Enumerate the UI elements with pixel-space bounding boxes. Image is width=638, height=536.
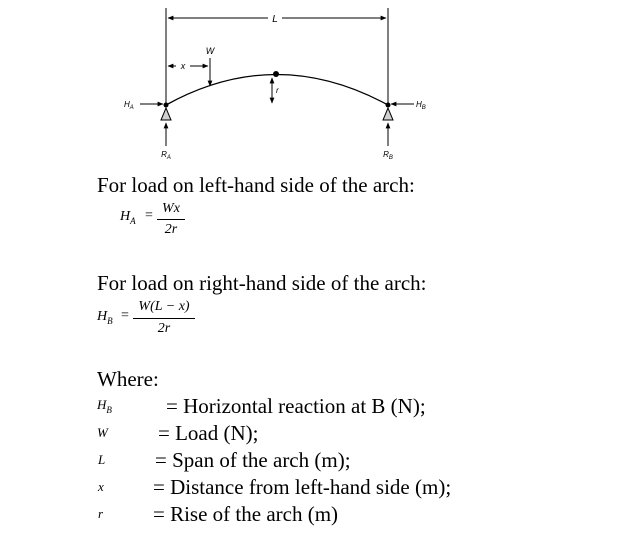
left-case-fraction-bar — [157, 219, 185, 220]
crown-hinge — [273, 71, 279, 77]
left-case-numerator: Wx — [162, 201, 180, 216]
right-case-fraction-bar — [133, 318, 195, 319]
right-case-lhs: $H_B$ — [97, 309, 113, 326]
where-definition: = Load (N); — [158, 421, 259, 445]
where-definition: = Distance from left-hand side (m); — [153, 475, 452, 499]
distance-label: x — [180, 61, 186, 71]
where-symbol: L — [98, 452, 106, 467]
where-symbol: x — [98, 479, 104, 494]
right-support-icon — [383, 108, 393, 120]
left-case-heading: For load on left-hand side of the arch: — [97, 173, 415, 197]
right-case-heading: For load on right-hand side of the arch: — [97, 271, 427, 295]
right-horizontal-label: $H_B$ — [416, 100, 426, 111]
rise-label: r — [276, 86, 279, 95]
left-horizontal-label: $H_A$ — [124, 100, 134, 111]
where-symbol: W — [97, 425, 108, 440]
where-definition: = Span of the arch (m); — [155, 448, 351, 472]
right-case-equals: = — [121, 308, 129, 323]
span-label: L — [272, 14, 278, 25]
load-label: W — [205, 46, 215, 56]
where-definition: = Rise of the arch (m) — [153, 502, 339, 526]
where-symbol: r — [98, 506, 104, 521]
right-case-denominator: 2r — [157, 321, 171, 336]
right-reaction-label: $R_B$ — [383, 150, 393, 161]
left-reaction-label: $R_A$ — [161, 150, 171, 161]
arch-diagram — [0, 0, 638, 180]
left-case-denominator: 2r — [164, 222, 178, 237]
left-support-icon — [161, 108, 171, 120]
left-case-equals: = — [145, 208, 153, 223]
where-definition: = Horizontal reaction at B (N); — [166, 394, 426, 418]
right-case-numerator: W(L − x) — [138, 299, 190, 314]
where-symbol: $H_B$ — [97, 397, 112, 415]
where-heading: Where: — [97, 367, 159, 391]
left-case-lhs: $H_A$ — [120, 209, 136, 226]
